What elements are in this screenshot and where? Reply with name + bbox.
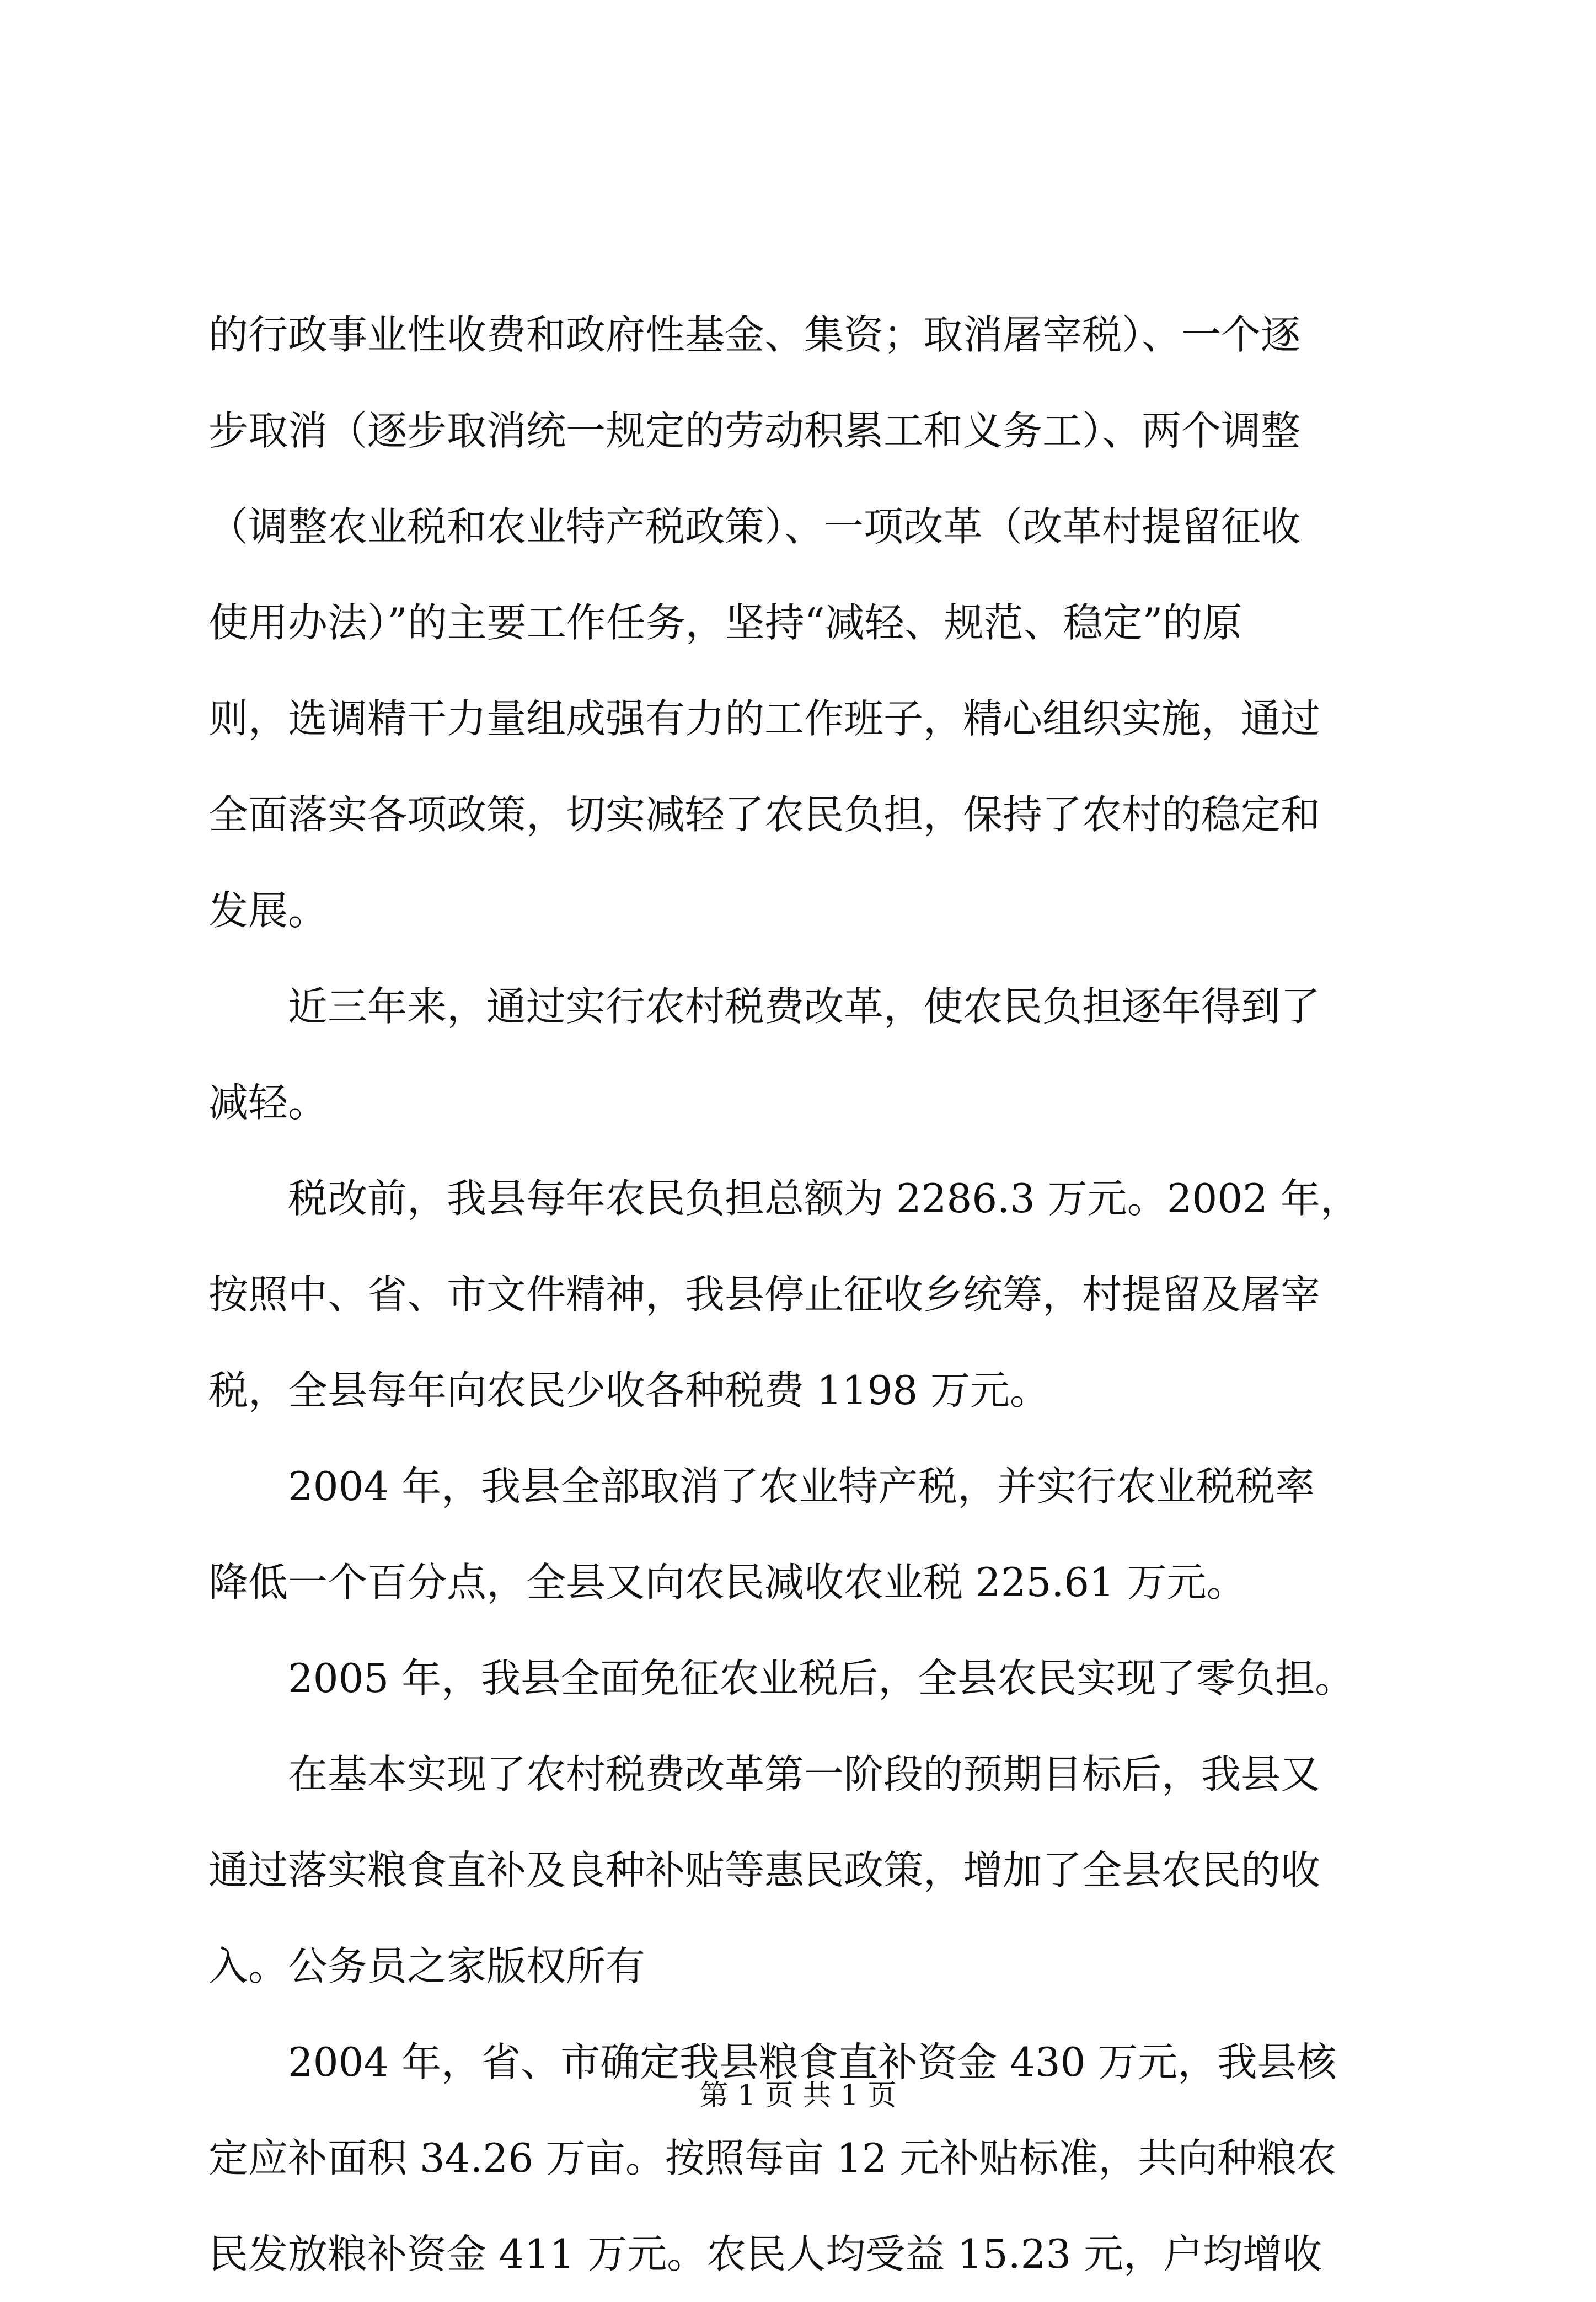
text-line: 通过落实粮食直补及良种补贴等惠民政策，增加了全县农民的收 (208, 1847, 1321, 1893)
text-line: 的行政事业性收费和政府性基金、集资；取消屠宰税）、一个逐 (208, 312, 1301, 358)
text-line: 使用办法）”的主要工作任务，坚持“减轻、规范、稳定”的原 (208, 599, 1242, 646)
text-line: 2005 年，我县全面免征农业税后，全县农民实现了零负担。 (208, 1655, 1355, 1701)
text-line: 定应补面积 34.26 万亩。按照每亩 12 元补贴标准，共向种粮农 (208, 2135, 1337, 2181)
text-line: 步取消（逐步取消统一规定的劳动积累工和义务工）、两个调整 (208, 408, 1301, 454)
text-line: 民发放粮补资金 411 万元。农民人均受益 15.23 元，户均增收 (208, 2231, 1322, 2277)
text-line: 减轻。 (208, 1079, 328, 1126)
text-line: 按照中、省、市文件精神，我县停止征收乡统筹，村提留及屠宰 (208, 1271, 1321, 1318)
text-line: 近三年来，通过实行农村税费改革，使农民负担逐年得到了 (208, 983, 1321, 1030)
text-line: 税改前，我县每年农民负担总额为 2286.3 万元。2002 年， (208, 1175, 1360, 1222)
text-line: （调整农业税和农业特产税政策）、一项改革（改革村提留征收 (208, 504, 1301, 550)
text-line: 2004 年，我县全部取消了农业特产税，并实行农业税税率 (208, 1463, 1315, 1509)
text-line: 全面落实各项政策，切实减轻了农民负担，保持了农村的稳定和 (208, 791, 1321, 838)
text-line: 入。公务员之家版权所有 (208, 1943, 646, 1989)
document-body (208, 287, 1400, 2302)
page-footer: 第 1 页 共 1 页 (699, 2079, 897, 2112)
text-line: 2004 年，省、市确定我县粮食直补资金 430 万元，我县核 (208, 2039, 1337, 2085)
text-line: 则，选调精干力量组成强有力的工作班子，精心组织实施，通过 (208, 695, 1321, 742)
text-line: 税，全县每年向农民少收各种税费 1198 万元。 (208, 1367, 1050, 1414)
text-line: 在基本实现了农村税费改革第一阶段的预期目标后，我县又 (208, 1751, 1321, 1797)
text-line: 发展。 (208, 887, 328, 934)
text-line: 降低一个百分点，全县又向农民减收农业税 225.61 万元。 (208, 1559, 1246, 1605)
